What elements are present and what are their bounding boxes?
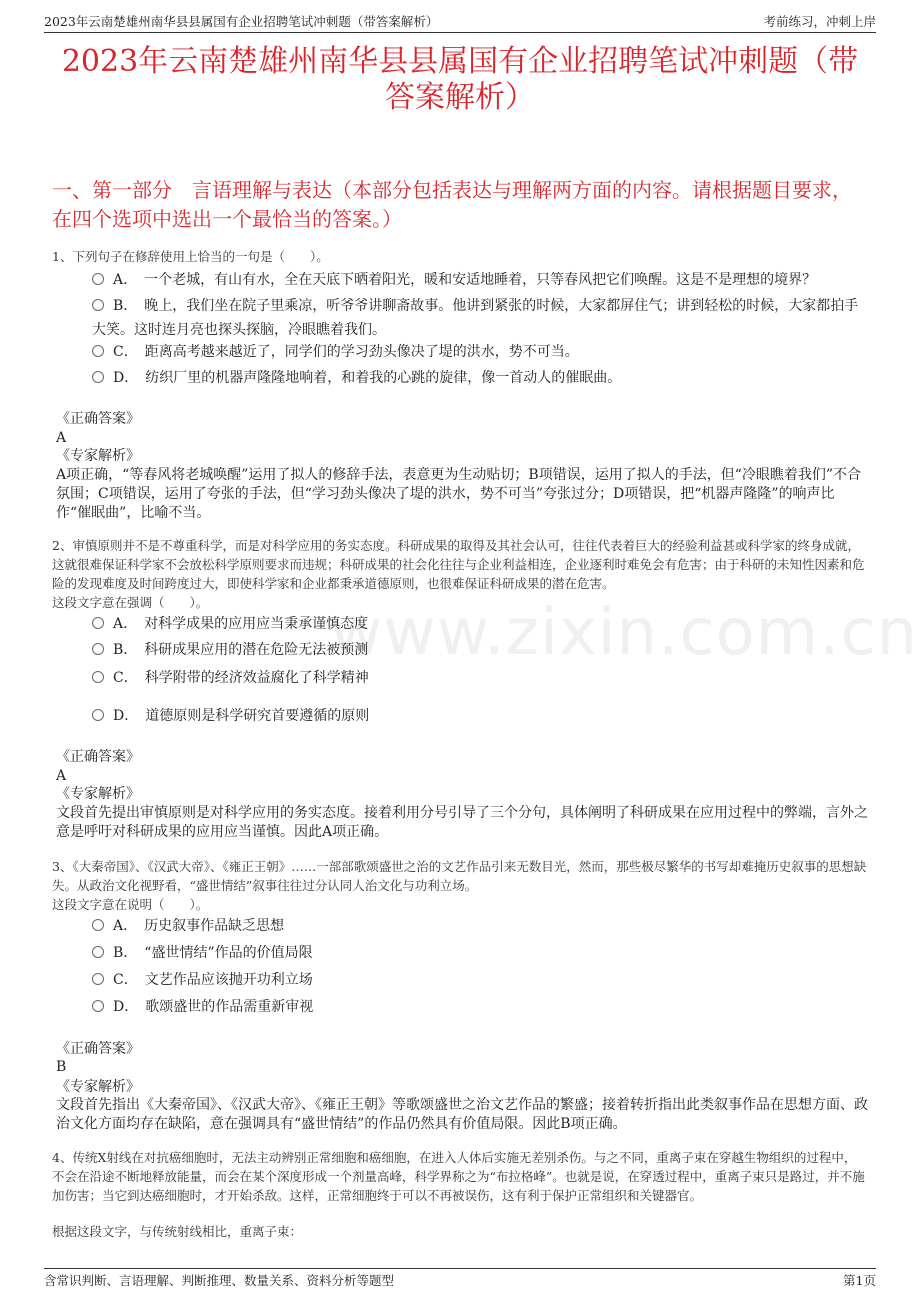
q2-option-d[interactable]: D． 道德原则是科学研究首要遵循的原则 xyxy=(92,704,868,728)
question-4-stem: 4、传统X射线在对抗癌细胞时，无法主动辨别正常细胞和癌细胞，在进入人体后实施无差别杀伤。与之不同，重离子束在穿越生物组织的过程中，不会在沿途不断地释放能量，而会在某个深度形成一个剂量高峰，科学界称之为“布拉格峰”。也就是说，在穿透过程中，重离子束只是路过，并不施加伤害；当它到达癌细胞时，才开始杀敌。这样，正常细胞终于可以不再被误伤，这有利于保护正常组织和关键器官。 xyxy=(52,1150,865,1203)
question-1-stem: 1、下列句子在修辞使用上恰当的一句是（ ）。 xyxy=(52,249,329,264)
header-doc-title: 2023年云南楚雄州南华县县属国有企业招聘笔试冲刺题（带答案解析） xyxy=(44,14,439,29)
page-header xyxy=(44,10,876,33)
analysis-label: 《专家解析》 xyxy=(56,448,140,464)
footer-topics: 含常识判断、言语理解、判断推理、数量关系、资料分析等题型 xyxy=(44,1273,395,1288)
q3-analysis: 文段首先指出《大秦帝国》、《汉武大帝》、《雍正王朝》等歌颂盛世之治文艺作品的繁盛；接着转折指出此类叙事作品在思想方面、政治文化方面均存在缺陷，意在强调具有“盛世情结”的作品仍然具有价值局限。因此B项正确。 xyxy=(56,1097,868,1132)
q3-answer: B xyxy=(56,1059,67,1075)
q1-answer: A xyxy=(56,430,67,446)
radio-icon[interactable] xyxy=(92,946,104,958)
radio-icon[interactable] xyxy=(92,345,104,357)
radio-icon[interactable] xyxy=(92,973,104,985)
answer-label: 《正确答案》 xyxy=(56,1041,140,1057)
question-3-ask: 这段文字意在说明（ ）。 xyxy=(52,897,209,912)
q1-analysis: A项正确，“等春风将老城唤醒”运用了拟人的修辞手法，表意更为生动贴切；B项错误，运用了拟人的手法，但“冷眼瞧着我们”不合氛围；C项错误，运用了夸张的手法，但“学习劲头像决了堤的洪水，势不可当”夸张过分；D项错误，把“机器声隆隆”的响声比作“催眠曲”，比喻不当。 xyxy=(56,467,862,521)
q2-analysis: 文段首先提出审慎原则是对科学应用的务实态度。接着利用分号引导了三个分句，具体阐明了科研成果在应用过程中的弊端，言外之意是呼吁对科研成果的应用应当谨慎。因此A项正确。 xyxy=(56,805,868,840)
q2-option-b[interactable]: B． 科研成果应用的潜在危险无法被预测 xyxy=(92,638,868,662)
radio-icon[interactable] xyxy=(92,643,104,655)
q3-option-c[interactable]: C． 文艺作品应该抛开功利立场 xyxy=(92,968,868,992)
radio-icon[interactable] xyxy=(92,273,104,285)
radio-icon[interactable] xyxy=(92,617,104,629)
q3-option-a[interactable]: A． 历史叙事作品缺乏思想 xyxy=(92,914,868,938)
section-heading: 一、第一部分 言语理解与表达（本部分包括表达与理解两方面的内容。请根据题目要求，在四个选项中选出一个最恰当的答案。） xyxy=(52,178,852,231)
analysis-label: 《专家解析》 xyxy=(56,786,140,802)
radio-icon[interactable] xyxy=(92,1000,104,1012)
q1-option-b[interactable]: B． 晚上，我们坐在院子里乘凉，听爷爷讲聊斋故事。他讲到紧张的时候，大家都屏住气；讲到轻松的时候，大家都拍手大笑。这时连月亮也探头探脑，冷眼瞧着我们。 xyxy=(92,298,859,338)
q1-option-c[interactable]: C． 距离高考越来越近了，同学们的学习劲头像决了堤的洪水，势不可当。 xyxy=(92,340,868,364)
q3-option-d[interactable]: D． 歌颂盛世的作品需重新审视 xyxy=(92,995,868,1019)
radio-icon[interactable] xyxy=(92,671,104,683)
question-2-ask: 这段文字意在强调（ ）。 xyxy=(52,595,209,610)
q2-option-a[interactable]: A． 对科学成果的应用应当秉承谨慎态度 xyxy=(92,612,868,636)
radio-icon[interactable] xyxy=(92,919,104,931)
question-3-stem: 3、《大秦帝国》、《汉武大帝》、《雍正王朝》……一部部歌颂盛世之治的文艺作品引来无数目光，然而，那些极尽繁华的书写却难掩历史叙事的思想缺失。从政治文化视野看，“盛世情结”叙事往往过分认同人治文化与功利立场。 xyxy=(52,859,867,893)
q1-option-a[interactable]: A． 一个老城，有山有水，全在天底下晒着阳光，暖和安适地睡着，只等春风把它们唤醒。这是不是理想的境界？ xyxy=(92,268,868,292)
q2-option-c[interactable]: C． 科学附带的经济效益腐化了科学精神 xyxy=(92,666,868,690)
question-2-stem: 2、审慎原则并不是不尊重科学，而是对科学应用的务实态度。科研成果的取得及其社会认可，往往代表着巨大的经验利益甚或科学家的终身成就，这就很难保证科学家不会放松科学原则要求而违规；科研成果的社会化往往与企业利益相连，企业逐利时难免会有危害；由于科研的未知性因素和危险的发现难度及时间跨度过大，即使科学家和企业都秉承道德原则，也很难保证科研成果的潜在危害。 xyxy=(52,538,865,591)
q3-option-b[interactable]: B． “盛世情结”作品的价值局限 xyxy=(92,941,868,965)
q2-answer: A xyxy=(56,768,67,784)
q1-option-d[interactable]: D． 纺织厂里的机器声隆隆地响着，和着我的心跳的旋律，像一首动人的催眠曲。 xyxy=(92,366,868,390)
radio-icon[interactable] xyxy=(92,299,104,311)
question-4-ask: 根据这段文字，与传统射线相比，重离子束： xyxy=(52,1224,303,1239)
radio-icon[interactable] xyxy=(92,709,104,721)
analysis-label: 《专家解析》 xyxy=(56,1079,140,1095)
page-number: 第1页 xyxy=(843,1273,876,1288)
answer-label: 《正确答案》 xyxy=(56,749,140,765)
radio-icon[interactable] xyxy=(92,371,104,383)
watermark: www.zixin.com.cn xyxy=(330,596,919,670)
page-title: 2023年云南楚雄州南华县县属国有企业招聘笔试冲刺题（带答案解析） xyxy=(61,44,859,115)
answer-label: 《正确答案》 xyxy=(56,411,140,427)
page-footer xyxy=(44,1268,876,1291)
header-slogan: 考前练习，冲刺上岸 xyxy=(763,14,876,29)
